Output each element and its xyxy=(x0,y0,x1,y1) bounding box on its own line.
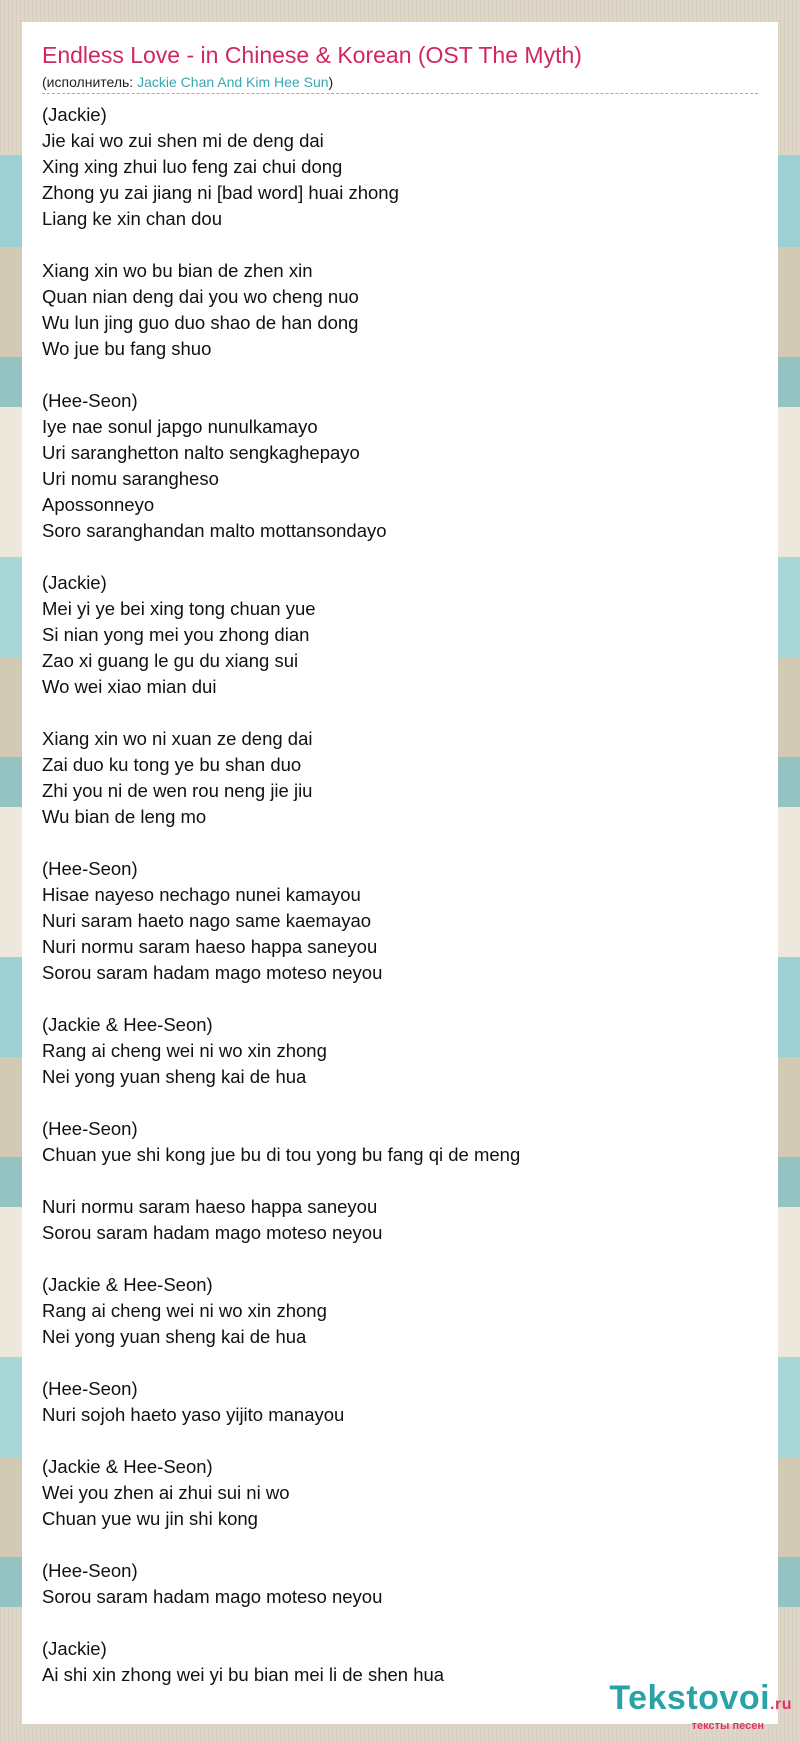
lyric-line: Sorou saram hadam mago moteso neyou xyxy=(42,962,383,983)
lyric-line: (Jackie & Hee-Seon) xyxy=(42,1014,213,1035)
lyric-line: Jie kai wo zui shen mi de deng dai xyxy=(42,130,324,151)
lyrics-stanza xyxy=(42,1272,520,1350)
lyrics-stanza xyxy=(42,1376,520,1428)
performer-link[interactable]: Jackie Chan And Kim Hee Sun xyxy=(137,74,329,90)
lyric-line: Sorou saram hadam mago moteso neyou xyxy=(42,1586,383,1607)
performer-line xyxy=(42,74,333,90)
lyric-line: Zao xi guang le gu du xiang sui xyxy=(42,650,299,671)
lyrics-stanza xyxy=(42,1116,520,1168)
logo-text: Tekstovoi xyxy=(609,1679,771,1717)
lyrics-stanza xyxy=(42,726,520,830)
song-title: Endless Love - in Chinese & Korean (OST The Myth) xyxy=(42,42,582,68)
lyric-line: Ai shi xin zhong wei yi bu bian mei li de shen hua xyxy=(42,1664,445,1685)
lyric-line: Rang ai cheng wei ni wo xin zhong xyxy=(42,1040,327,1061)
lyric-line: Nuri normu saram haeso happa saneyou xyxy=(42,1196,378,1217)
lyric-line: Wu lun jing guo duo shao de han dong xyxy=(42,312,359,333)
lyrics-card xyxy=(22,22,778,1724)
lyric-line: (Jackie) xyxy=(42,1638,107,1659)
lyric-line: Xing xing zhui luo feng zai chui dong xyxy=(42,156,343,177)
title-divider xyxy=(42,93,758,94)
lyric-line: Wo wei xiao mian dui xyxy=(42,676,217,697)
lyrics-body xyxy=(42,102,520,1714)
lyric-line: Uri saranghetton nalto sengkaghepayo xyxy=(42,442,360,463)
lyric-line: Nei yong yuan sheng kai de hua xyxy=(42,1326,307,1347)
lyric-line: Uri nomu sarangheso xyxy=(42,468,219,489)
lyric-line: Liang ke xin chan dou xyxy=(42,208,222,229)
lyric-line: (Jackie & Hee-Seon) xyxy=(42,1456,213,1477)
lyric-line: Iye nae sonul japgo nunulkamayo xyxy=(42,416,318,437)
lyric-line: Rang ai cheng wei ni wo xin zhong xyxy=(42,1300,327,1321)
lyric-line: Wu bian de leng mo xyxy=(42,806,207,827)
lyric-line: Sorou saram hadam mago moteso neyou xyxy=(42,1222,383,1243)
lyrics-stanza xyxy=(42,388,520,544)
lyrics-stanza xyxy=(42,856,520,986)
lyric-line: (Jackie) xyxy=(42,104,107,125)
performer-suffix: ) xyxy=(328,74,334,90)
lyrics-stanza xyxy=(42,1194,520,1246)
lyric-line: Mei yi ye bei xing tong chuan yue xyxy=(42,598,316,619)
lyric-line: Nei yong yuan sheng kai de hua xyxy=(42,1066,307,1087)
logo-tld: .ru xyxy=(770,1696,792,1713)
lyric-line: Zhong yu zai jiang ni [bad word] huai zhong xyxy=(42,182,399,203)
lyric-line: (Hee-Seon) xyxy=(42,858,138,879)
lyric-line: (Hee-Seon) xyxy=(42,1118,138,1139)
performer-prefix: (исполнитель: xyxy=(42,74,138,90)
lyric-line: Quan nian deng dai you wo cheng nuo xyxy=(42,286,359,307)
lyric-line: Nuri saram haeto nago same kaemayao xyxy=(42,910,372,931)
lyric-line: Soro saranghandan malto mottansondayo xyxy=(42,520,387,541)
lyric-line: Hisae nayeso nechago nunei kamayou xyxy=(42,884,361,905)
lyric-line: Nuri sojoh haeto yaso yijito manayou xyxy=(42,1404,345,1425)
lyric-line: Chuan yue shi kong jue bu di tou yong bu fang qi de meng xyxy=(42,1144,521,1165)
lyric-line: Chuan yue wu jin shi kong xyxy=(42,1508,258,1529)
lyric-line: (Hee-Seon) xyxy=(42,1378,138,1399)
lyric-line: Zai duo ku tong ye bu shan duo xyxy=(42,754,302,775)
site-logo[interactable] xyxy=(609,1681,792,1732)
lyrics-stanza xyxy=(42,1012,520,1090)
lyrics-stanza xyxy=(42,1636,520,1688)
lyric-line: Nuri normu saram haeso happa saneyou xyxy=(42,936,378,957)
lyric-line: (Hee-Seon) xyxy=(42,390,138,411)
lyric-line: (Hee-Seon) xyxy=(42,1560,138,1581)
lyric-line: Wo jue bu fang shuo xyxy=(42,338,212,359)
lyric-line: Xiang xin wo bu bian de zhen xin xyxy=(42,260,313,281)
lyrics-stanza xyxy=(42,102,520,232)
lyric-line: Si nian yong mei you zhong dian xyxy=(42,624,310,645)
lyric-line: (Jackie & Hee-Seon) xyxy=(42,1274,213,1295)
lyrics-stanza xyxy=(42,1558,520,1610)
lyric-line: Apossonneyo xyxy=(42,494,155,515)
logo-tagline: тексты песен xyxy=(691,1720,764,1732)
lyric-line: (Jackie) xyxy=(42,572,107,593)
lyric-line: Xiang xin wo ni xuan ze deng dai xyxy=(42,728,313,749)
lyric-line: Zhi you ni de wen rou neng jie jiu xyxy=(42,780,313,801)
lyric-line: Wei you zhen ai zhui sui ni wo xyxy=(42,1482,290,1503)
lyrics-stanza xyxy=(42,1454,520,1532)
lyrics-stanza xyxy=(42,570,520,700)
lyrics-stanza xyxy=(42,258,520,362)
